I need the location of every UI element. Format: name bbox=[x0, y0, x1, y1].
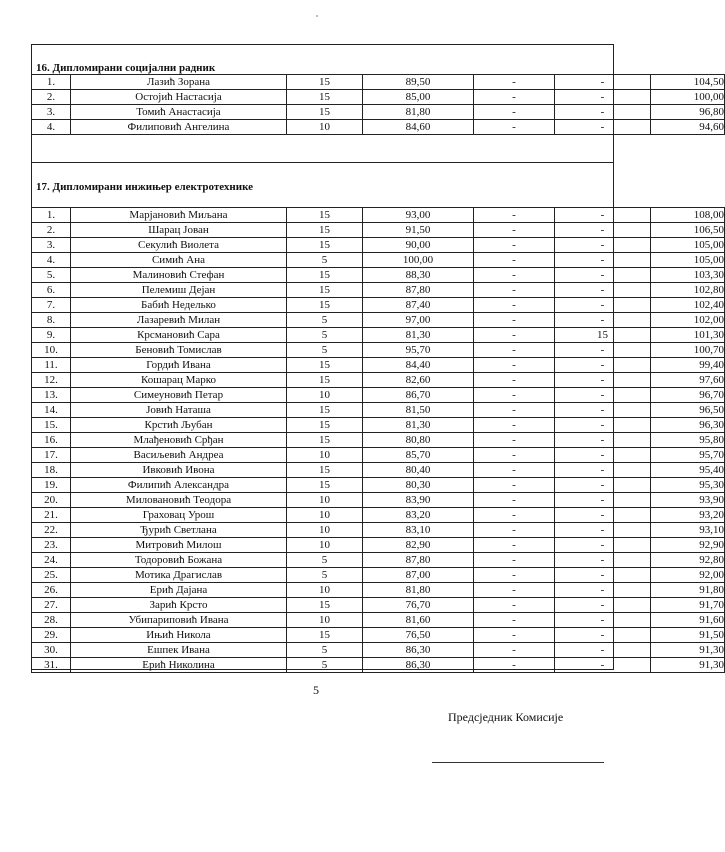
score-d: - bbox=[555, 90, 651, 105]
score-d: - bbox=[555, 120, 651, 135]
score-d: - bbox=[555, 388, 651, 403]
total-score: 95,80 bbox=[651, 433, 725, 448]
candidate-name: Убипариповић Ивана bbox=[71, 613, 287, 628]
score-c: - bbox=[474, 343, 555, 358]
table-row bbox=[32, 373, 725, 388]
total-score: 93,10 bbox=[651, 523, 725, 538]
score-c: - bbox=[474, 493, 555, 508]
row-number: 28. bbox=[32, 613, 71, 628]
candidate-name: Крстић Љубан bbox=[71, 418, 287, 433]
total-score: 100,70 bbox=[651, 343, 725, 358]
total-score: 102,00 bbox=[651, 313, 725, 328]
table-row bbox=[32, 418, 725, 433]
candidate-name: Филиповић Ангелина bbox=[71, 120, 287, 135]
score-c: - bbox=[474, 568, 555, 583]
table-row bbox=[32, 568, 725, 583]
score-a: 10 bbox=[287, 493, 363, 508]
score-a: 15 bbox=[287, 418, 363, 433]
score-b: 100,00 bbox=[363, 253, 474, 268]
total-score: 101,30 bbox=[651, 328, 725, 343]
table-row bbox=[32, 628, 725, 643]
row-number: 30. bbox=[32, 643, 71, 658]
score-b: 81,30 bbox=[363, 328, 474, 343]
score-d: - bbox=[555, 238, 651, 253]
total-score: 95,40 bbox=[651, 463, 725, 478]
score-d: - bbox=[555, 448, 651, 463]
score-c: - bbox=[474, 328, 555, 343]
table-row bbox=[32, 508, 725, 523]
section-17-table bbox=[31, 207, 725, 673]
candidate-name: Томић Анастасија bbox=[71, 105, 287, 120]
score-b: 87,40 bbox=[363, 298, 474, 313]
row-number: 25. bbox=[32, 568, 71, 583]
score-c: - bbox=[474, 448, 555, 463]
score-d: - bbox=[555, 658, 651, 673]
score-c: - bbox=[474, 433, 555, 448]
score-a: 10 bbox=[287, 523, 363, 538]
row-number: 3. bbox=[32, 105, 71, 120]
score-b: 83,90 bbox=[363, 493, 474, 508]
candidate-name: Зарић Крсто bbox=[71, 598, 287, 613]
total-score: 92,00 bbox=[651, 568, 725, 583]
score-b: 95,70 bbox=[363, 343, 474, 358]
total-score: 95,70 bbox=[651, 448, 725, 463]
row-number: 22. bbox=[32, 523, 71, 538]
score-d: - bbox=[555, 523, 651, 538]
row-number: 15. bbox=[32, 418, 71, 433]
score-c: - bbox=[474, 508, 555, 523]
score-b: 91,50 bbox=[363, 223, 474, 238]
score-c: - bbox=[474, 253, 555, 268]
table-row bbox=[32, 613, 725, 628]
section-divider bbox=[31, 162, 614, 163]
row-number: 10. bbox=[32, 343, 71, 358]
table-row bbox=[32, 583, 725, 598]
row-number: 1. bbox=[32, 208, 71, 223]
score-b: 84,40 bbox=[363, 358, 474, 373]
table-row bbox=[32, 553, 725, 568]
score-a: 15 bbox=[287, 298, 363, 313]
table-row bbox=[32, 388, 725, 403]
score-a: 15 bbox=[287, 403, 363, 418]
score-c: - bbox=[474, 418, 555, 433]
row-number: 4. bbox=[32, 120, 71, 135]
total-score: 97,60 bbox=[651, 373, 725, 388]
score-c: - bbox=[474, 90, 555, 105]
score-c: - bbox=[474, 403, 555, 418]
section-17-title: 17. Дипломирани инжињер електротехнике bbox=[36, 181, 254, 193]
score-c: - bbox=[474, 583, 555, 598]
score-b: 90,00 bbox=[363, 238, 474, 253]
candidate-name: Млађеновић Срђан bbox=[71, 433, 287, 448]
score-a: 5 bbox=[287, 643, 363, 658]
total-score: 106,50 bbox=[651, 223, 725, 238]
score-b: 87,80 bbox=[363, 553, 474, 568]
table-row bbox=[32, 478, 725, 493]
score-c: - bbox=[474, 628, 555, 643]
row-number: 31. bbox=[32, 658, 71, 673]
candidate-name: Граховац Урош bbox=[71, 508, 287, 523]
row-number: 18. bbox=[32, 463, 71, 478]
table-row bbox=[32, 105, 725, 120]
total-score: 103,30 bbox=[651, 268, 725, 283]
candidate-name: Остојић Настасија bbox=[71, 90, 287, 105]
score-b: 84,60 bbox=[363, 120, 474, 135]
score-b: 86,30 bbox=[363, 643, 474, 658]
score-d: - bbox=[555, 433, 651, 448]
score-d: - bbox=[555, 493, 651, 508]
score-b: 87,80 bbox=[363, 283, 474, 298]
score-c: - bbox=[474, 658, 555, 673]
total-score: 102,80 bbox=[651, 283, 725, 298]
total-score: 105,00 bbox=[651, 253, 725, 268]
table-row bbox=[32, 120, 725, 135]
table-row bbox=[32, 358, 725, 373]
score-c: - bbox=[474, 373, 555, 388]
row-number: 6. bbox=[32, 283, 71, 298]
row-number: 2. bbox=[32, 90, 71, 105]
table-row bbox=[32, 433, 725, 448]
score-d: - bbox=[555, 478, 651, 493]
candidate-name: Митровић Милош bbox=[71, 538, 287, 553]
score-c: - bbox=[474, 313, 555, 328]
score-a: 15 bbox=[287, 358, 363, 373]
score-d: - bbox=[555, 583, 651, 598]
score-b: 83,10 bbox=[363, 523, 474, 538]
row-number: 4. bbox=[32, 253, 71, 268]
row-number: 13. bbox=[32, 388, 71, 403]
total-score: 96,50 bbox=[651, 403, 725, 418]
score-d: - bbox=[555, 283, 651, 298]
signature-label: Предсједник Комисије bbox=[448, 710, 564, 724]
total-score: 91,80 bbox=[651, 583, 725, 598]
candidate-name: Јовић Наташа bbox=[71, 403, 287, 418]
score-d: - bbox=[555, 613, 651, 628]
total-score: 91,30 bbox=[651, 658, 725, 673]
score-b: 80,40 bbox=[363, 463, 474, 478]
row-number: 8. bbox=[32, 313, 71, 328]
score-a: 10 bbox=[287, 448, 363, 463]
candidate-name: Лазић Зорана bbox=[71, 75, 287, 90]
table-row bbox=[32, 448, 725, 463]
total-score: 99,40 bbox=[651, 358, 725, 373]
total-score: 91,50 bbox=[651, 628, 725, 643]
score-a: 15 bbox=[287, 373, 363, 388]
total-score: 92,90 bbox=[651, 538, 725, 553]
score-c: - bbox=[474, 523, 555, 538]
score-b: 82,60 bbox=[363, 373, 474, 388]
row-number: 14. bbox=[32, 403, 71, 418]
score-b: 81,60 bbox=[363, 613, 474, 628]
score-b: 82,90 bbox=[363, 538, 474, 553]
candidate-name: Ивковић Ивона bbox=[71, 463, 287, 478]
score-c: - bbox=[474, 298, 555, 313]
table-row bbox=[32, 523, 725, 538]
score-d: - bbox=[555, 223, 651, 238]
scan-speck bbox=[316, 15, 318, 17]
score-b: 93,00 bbox=[363, 208, 474, 223]
table-row bbox=[32, 268, 725, 283]
score-c: - bbox=[474, 223, 555, 238]
score-a: 10 bbox=[287, 508, 363, 523]
score-b: 80,30 bbox=[363, 478, 474, 493]
score-c: - bbox=[474, 238, 555, 253]
table-row bbox=[32, 403, 725, 418]
table-row bbox=[32, 343, 725, 358]
score-b: 86,30 bbox=[363, 658, 474, 673]
score-b: 81,30 bbox=[363, 418, 474, 433]
score-d: 15 bbox=[555, 328, 651, 343]
table-row bbox=[32, 658, 725, 673]
candidate-name: Ињић Никола bbox=[71, 628, 287, 643]
score-c: - bbox=[474, 120, 555, 135]
score-a: 15 bbox=[287, 598, 363, 613]
score-a: 5 bbox=[287, 553, 363, 568]
total-score: 91,70 bbox=[651, 598, 725, 613]
score-d: - bbox=[555, 313, 651, 328]
score-a: 5 bbox=[287, 313, 363, 328]
row-number: 23. bbox=[32, 538, 71, 553]
score-a: 15 bbox=[287, 283, 363, 298]
total-score: 100,00 bbox=[651, 90, 725, 105]
page-number: 5 bbox=[313, 683, 319, 697]
candidate-name: Тодоровић Божана bbox=[71, 553, 287, 568]
candidate-name: Лазаревић Милан bbox=[71, 313, 287, 328]
score-d: - bbox=[555, 643, 651, 658]
row-number: 1. bbox=[32, 75, 71, 90]
score-a: 15 bbox=[287, 628, 363, 643]
score-b: 88,30 bbox=[363, 268, 474, 283]
score-c: - bbox=[474, 75, 555, 90]
table-row bbox=[32, 643, 725, 658]
score-d: - bbox=[555, 508, 651, 523]
row-number: 2. bbox=[32, 223, 71, 238]
score-a: 15 bbox=[287, 223, 363, 238]
score-b: 83,20 bbox=[363, 508, 474, 523]
total-score: 96,80 bbox=[651, 105, 725, 120]
candidate-name: Ерић Дајана bbox=[71, 583, 287, 598]
total-score: 102,40 bbox=[651, 298, 725, 313]
candidate-name: Беновић Томислав bbox=[71, 343, 287, 358]
row-number: 19. bbox=[32, 478, 71, 493]
candidate-name: Симеуновић Петар bbox=[71, 388, 287, 403]
score-d: - bbox=[555, 75, 651, 90]
candidate-name: Мотика Драгислав bbox=[71, 568, 287, 583]
score-c: - bbox=[474, 553, 555, 568]
candidate-name: Кошарац Марко bbox=[71, 373, 287, 388]
score-a: 10 bbox=[287, 583, 363, 598]
total-score: 108,00 bbox=[651, 208, 725, 223]
row-number: 3. bbox=[32, 238, 71, 253]
score-a: 15 bbox=[287, 208, 363, 223]
candidate-name: Ђурић Светлана bbox=[71, 523, 287, 538]
score-d: - bbox=[555, 568, 651, 583]
row-number: 29. bbox=[32, 628, 71, 643]
table-row bbox=[32, 208, 725, 223]
table-row bbox=[32, 298, 725, 313]
score-d: - bbox=[555, 628, 651, 643]
score-c: - bbox=[474, 388, 555, 403]
total-score: 93,90 bbox=[651, 493, 725, 508]
total-score: 91,60 bbox=[651, 613, 725, 628]
score-d: - bbox=[555, 598, 651, 613]
candidate-name: Крсмановић Сара bbox=[71, 328, 287, 343]
row-number: 11. bbox=[32, 358, 71, 373]
score-b: 81,50 bbox=[363, 403, 474, 418]
score-a: 5 bbox=[287, 343, 363, 358]
score-d: - bbox=[555, 463, 651, 478]
table-row bbox=[32, 90, 725, 105]
table-row bbox=[32, 238, 725, 253]
total-score: 96,30 bbox=[651, 418, 725, 433]
score-a: 5 bbox=[287, 328, 363, 343]
total-score: 91,30 bbox=[651, 643, 725, 658]
total-score: 92,80 bbox=[651, 553, 725, 568]
row-number: 7. bbox=[32, 298, 71, 313]
score-b: 85,70 bbox=[363, 448, 474, 463]
signature-line bbox=[432, 762, 604, 763]
candidate-name: Ешпек Ивана bbox=[71, 643, 287, 658]
total-score: 93,20 bbox=[651, 508, 725, 523]
score-b: 87,00 bbox=[363, 568, 474, 583]
row-number: 17. bbox=[32, 448, 71, 463]
candidate-name: Пелемиш Дејан bbox=[71, 283, 287, 298]
score-a: 10 bbox=[287, 120, 363, 135]
row-number: 24. bbox=[32, 553, 71, 568]
score-c: - bbox=[474, 358, 555, 373]
row-number: 21. bbox=[32, 508, 71, 523]
score-a: 15 bbox=[287, 75, 363, 90]
score-d: - bbox=[555, 343, 651, 358]
score-d: - bbox=[555, 298, 651, 313]
score-c: - bbox=[474, 478, 555, 493]
score-b: 89,50 bbox=[363, 75, 474, 90]
row-number: 5. bbox=[32, 268, 71, 283]
score-d: - bbox=[555, 268, 651, 283]
table-row bbox=[32, 328, 725, 343]
table-row bbox=[32, 313, 725, 328]
candidate-name: Филипић Александра bbox=[71, 478, 287, 493]
score-b: 80,80 bbox=[363, 433, 474, 448]
score-d: - bbox=[555, 105, 651, 120]
candidate-name: Секулић Виолета bbox=[71, 238, 287, 253]
table-row bbox=[32, 538, 725, 553]
table-row bbox=[32, 75, 725, 90]
score-d: - bbox=[555, 553, 651, 568]
score-a: 15 bbox=[287, 478, 363, 493]
score-c: - bbox=[474, 283, 555, 298]
table-row bbox=[32, 223, 725, 238]
candidate-name: Шарац Јован bbox=[71, 223, 287, 238]
score-c: - bbox=[474, 208, 555, 223]
candidate-name: Васиљевић Андреа bbox=[71, 448, 287, 463]
score-d: - bbox=[555, 253, 651, 268]
total-score: 105,00 bbox=[651, 238, 725, 253]
table-row bbox=[32, 598, 725, 613]
score-b: 76,70 bbox=[363, 598, 474, 613]
score-c: - bbox=[474, 268, 555, 283]
score-d: - bbox=[555, 538, 651, 553]
table-row bbox=[32, 463, 725, 478]
total-score: 96,70 bbox=[651, 388, 725, 403]
row-number: 9. bbox=[32, 328, 71, 343]
score-d: - bbox=[555, 358, 651, 373]
score-b: 97,00 bbox=[363, 313, 474, 328]
score-a: 15 bbox=[287, 105, 363, 120]
score-c: - bbox=[474, 538, 555, 553]
candidate-name: Ерић Николина bbox=[71, 658, 287, 673]
score-d: - bbox=[555, 418, 651, 433]
score-a: 5 bbox=[287, 253, 363, 268]
row-number: 12. bbox=[32, 373, 71, 388]
score-a: 15 bbox=[287, 463, 363, 478]
score-b: 85,00 bbox=[363, 90, 474, 105]
table-row bbox=[32, 253, 725, 268]
total-score: 104,50 bbox=[651, 75, 725, 90]
candidate-name: Гордић Ивана bbox=[71, 358, 287, 373]
score-a: 15 bbox=[287, 268, 363, 283]
score-c: - bbox=[474, 598, 555, 613]
score-d: - bbox=[555, 373, 651, 388]
row-number: 16. bbox=[32, 433, 71, 448]
score-a: 5 bbox=[287, 568, 363, 583]
score-d: - bbox=[555, 208, 651, 223]
row-number: 27. bbox=[32, 598, 71, 613]
score-a: 15 bbox=[287, 238, 363, 253]
score-b: 81,80 bbox=[363, 583, 474, 598]
section-16-title: 16. Дипломирани социјални радник bbox=[36, 62, 216, 74]
score-c: - bbox=[474, 463, 555, 478]
score-c: - bbox=[474, 613, 555, 628]
score-b: 76,50 bbox=[363, 628, 474, 643]
candidate-name: Марјановић Миљана bbox=[71, 208, 287, 223]
table-row bbox=[32, 283, 725, 298]
row-number: 26. bbox=[32, 583, 71, 598]
section-16-table bbox=[31, 74, 725, 135]
candidate-name: Малиновић Стефан bbox=[71, 268, 287, 283]
table-row bbox=[32, 493, 725, 508]
total-score: 95,30 bbox=[651, 478, 725, 493]
score-a: 15 bbox=[287, 433, 363, 448]
score-a: 15 bbox=[287, 90, 363, 105]
total-score: 94,60 bbox=[651, 120, 725, 135]
row-number: 20. bbox=[32, 493, 71, 508]
score-b: 86,70 bbox=[363, 388, 474, 403]
score-a: 5 bbox=[287, 658, 363, 673]
candidate-name: Миловановић Теодора bbox=[71, 493, 287, 508]
score-a: 10 bbox=[287, 388, 363, 403]
score-b: 81,80 bbox=[363, 105, 474, 120]
score-c: - bbox=[474, 643, 555, 658]
score-a: 10 bbox=[287, 538, 363, 553]
candidate-name: Бабић Неделько bbox=[71, 298, 287, 313]
score-a: 10 bbox=[287, 613, 363, 628]
score-c: - bbox=[474, 105, 555, 120]
score-d: - bbox=[555, 403, 651, 418]
candidate-name: Симић Ана bbox=[71, 253, 287, 268]
